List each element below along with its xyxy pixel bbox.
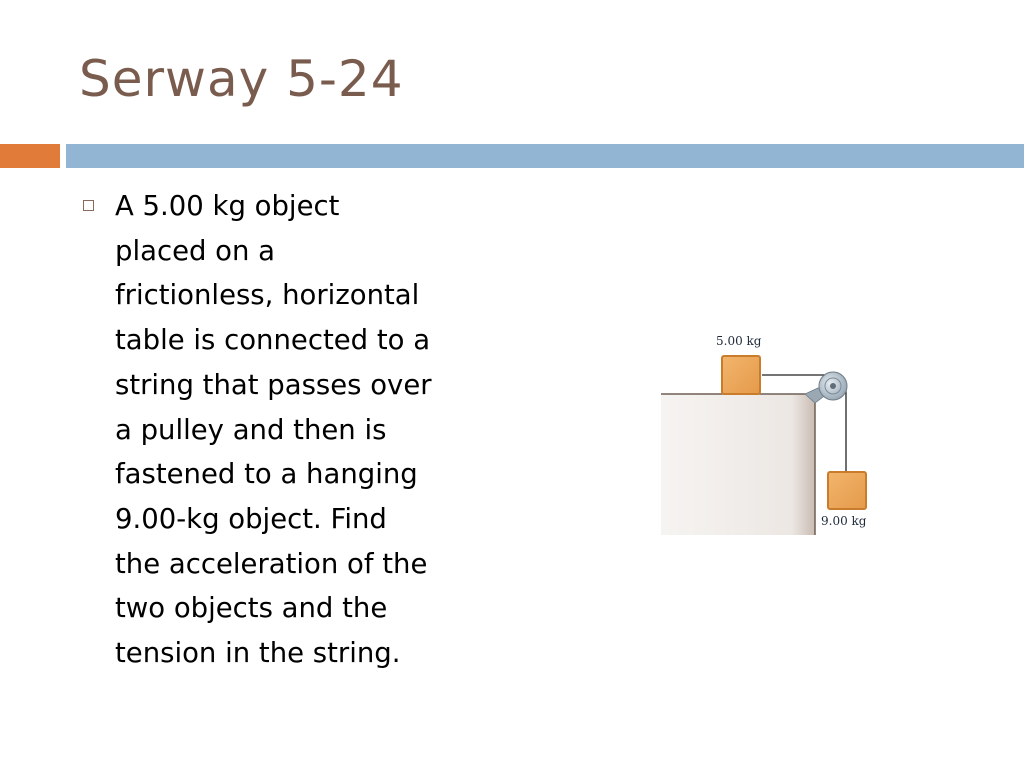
problem-text-line: the acceleration of the bbox=[115, 547, 428, 580]
table bbox=[661, 394, 815, 535]
pulley-icon bbox=[819, 372, 847, 400]
hollow-square-bullet-icon bbox=[83, 200, 94, 211]
table-body bbox=[661, 394, 815, 535]
accent-bar-orange bbox=[0, 144, 60, 168]
pulley-diagram bbox=[655, 325, 895, 540]
problem-text-line: placed on a bbox=[115, 234, 276, 267]
problem-text-line: a pulley and then is bbox=[115, 413, 387, 446]
problem-text-line: two objects and the bbox=[115, 592, 388, 625]
problem-text-line: table is connected to a bbox=[115, 324, 431, 357]
slide-title: Serway 5-24 bbox=[79, 50, 404, 108]
problem-text-line: fastened to a hanging bbox=[115, 458, 418, 491]
problem-text-line: A 5.00 kg object bbox=[115, 190, 340, 222]
accent-bar-blue bbox=[66, 144, 1024, 168]
table-block-label: 5.00 kg bbox=[716, 334, 762, 348]
problem-text-line: 9.00-kg object. Find bbox=[115, 502, 387, 535]
table-block bbox=[722, 356, 760, 394]
hanging-block-label: 9.00 kg bbox=[821, 514, 867, 528]
problem-text-line: string that passes over bbox=[115, 368, 432, 401]
problem-text bbox=[115, 184, 495, 676]
problem-text-line: frictionless, horizontal bbox=[115, 279, 420, 312]
hanging-block bbox=[828, 472, 866, 509]
problem-text-line: tension in the string. bbox=[115, 637, 401, 670]
